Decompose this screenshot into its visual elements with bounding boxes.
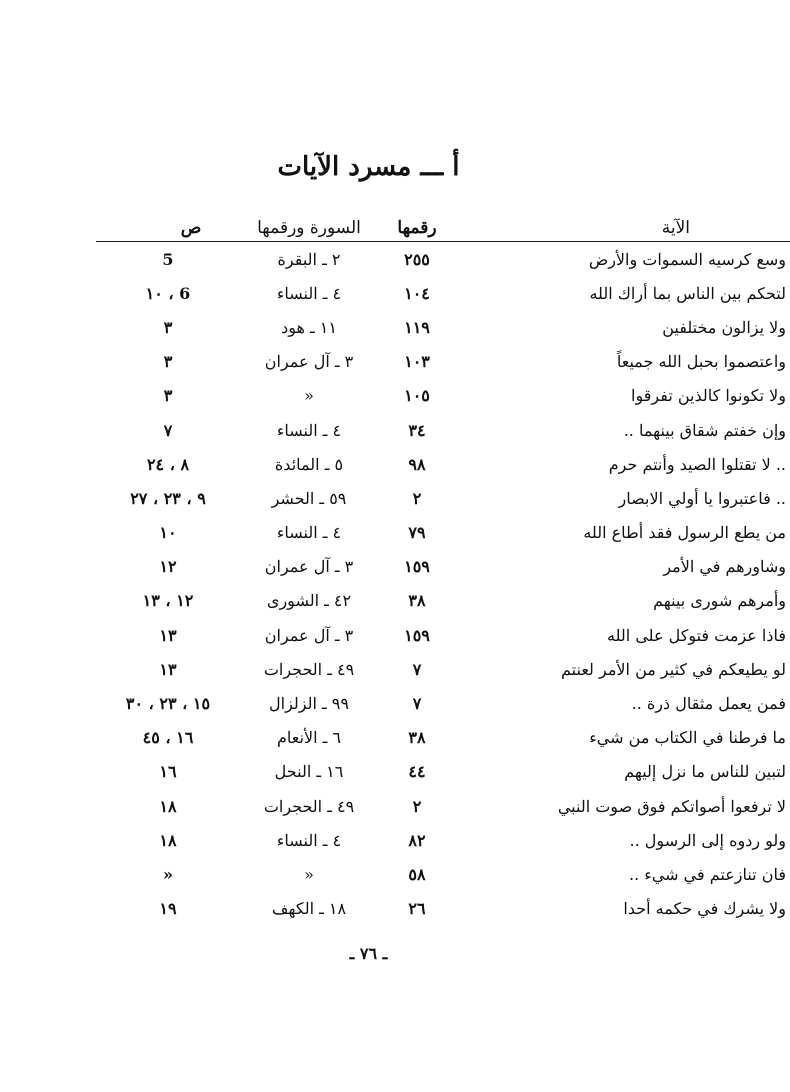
verse-text: ولو ردوه إلى الرسول .. <box>629 830 786 850</box>
surah-name: ٩٩ ـ الزلزال <box>269 694 349 714</box>
verse-text: ولا تكونوا كالذين تفرقوا <box>631 386 786 406</box>
verse-number: ٣٨ <box>408 591 426 611</box>
verse-index-table <box>96 214 790 926</box>
page-ref: « <box>163 864 173 884</box>
verse-number: ٨٢ <box>408 830 426 850</box>
verse-text: فان تنازعتم في شيء .. <box>629 864 786 884</box>
table-row <box>96 310 790 344</box>
verse-number: ١٠٤ <box>404 283 430 303</box>
surah-name: ١١ ـ هود <box>281 317 337 337</box>
page-ref: ١٢ <box>159 557 177 577</box>
page-ref: ١٦ ، ٤٥ <box>142 728 194 748</box>
header-verse: الآية <box>456 214 790 242</box>
table-row <box>96 857 790 891</box>
page-ref: ٨ ، ٢٤ <box>146 454 190 474</box>
surah-name: ٥ ـ المائدة <box>274 454 344 474</box>
table-row <box>96 345 790 379</box>
verse-number: ٩٨ <box>408 454 426 474</box>
verse-number: ١٥٩ <box>404 557 430 577</box>
page-ref: ١٠ <box>159 523 177 543</box>
table-row <box>96 618 790 652</box>
verse-text: واعتصموا بحبل الله جميعاً <box>616 352 786 372</box>
surah-name: ٦ ـ الأنعام <box>277 728 341 748</box>
page-ref: ١٨ <box>159 796 177 816</box>
verse-text: وأمرهم شورى بينهم <box>653 591 786 611</box>
surah-name: ٤٢ ـ الشورى <box>266 591 352 611</box>
surah-name: ٤٩ ـ الحجرات <box>263 796 355 816</box>
page-ref: ٣ <box>163 352 173 372</box>
page-ref: ١٥ ، ٢٣ ، ٣٠ <box>125 694 211 714</box>
verse-text: وشاورهم في الأمر <box>663 557 786 577</box>
surah-name: ٤٩ ـ الحجرات <box>263 659 355 679</box>
page-ref: ٣ <box>163 386 173 406</box>
verse-number: ٢ <box>412 488 422 508</box>
verse-text: ولا يشرك في حكمه أحدا <box>623 899 786 919</box>
verse-text: .. لا تقتلوا الصيد وأنتم حرم <box>608 454 786 474</box>
surah-name: ٤ ـ النساء <box>276 283 342 303</box>
table-row <box>96 823 790 857</box>
surah-name: ٤ ـ النساء <box>276 523 342 543</box>
page-ref: ٩ ، ٢٣ ، ٢٧ <box>130 488 206 508</box>
verse-number: ٧ <box>412 694 422 714</box>
verse-number: ١٠٣ <box>404 352 430 372</box>
page-ref: ٣ <box>163 317 173 337</box>
page-ref: ١٨ <box>159 830 177 850</box>
verse-number: ١٥٩ <box>404 625 430 645</box>
header-page: ص <box>96 214 240 242</box>
verse-text: من يطع الرسول فقد أطاع الله <box>583 523 786 543</box>
verse-number: ٤٤ <box>408 762 426 782</box>
verse-text: لو يطيعكم في كثير من الأمر لعنتم <box>561 659 786 679</box>
verse-text: فاذا عزمت فتوكل على الله <box>607 625 786 645</box>
header-number: رقمها <box>378 214 456 242</box>
table-row <box>96 242 790 277</box>
table-row <box>96 413 790 447</box>
table-row <box>96 379 790 413</box>
verse-text: وإن خفتم شقاق بينهما .. <box>623 420 786 440</box>
table-row <box>96 686 790 720</box>
verse-text: لتحكم بين الناس بما أراك الله <box>589 283 786 303</box>
verse-number: ٢٦ <box>408 899 426 919</box>
surah-name: « <box>304 386 314 406</box>
table-row <box>96 892 790 926</box>
verse-text: فمن يعمل مثقال ذرة .. <box>631 694 786 714</box>
table-row <box>96 755 790 789</box>
page-ref: ١٦ <box>159 762 177 782</box>
verse-text: وسع كرسيه السموات والأرض <box>588 249 786 269</box>
verse-number: ٢٥٥ <box>404 249 430 269</box>
table-row <box>96 721 790 755</box>
page-ref: 6 ، ١٠ <box>145 283 191 303</box>
table-row <box>96 516 790 550</box>
table-row <box>96 481 790 515</box>
surah-name: ٣ ـ آل عمران <box>264 625 354 645</box>
verse-text: لا ترفعوا أصواتكم فوق صوت النبي <box>557 796 786 816</box>
verse-number: ٧٩ <box>408 523 426 543</box>
page-ref: ١٢ ، ١٣ <box>142 591 194 611</box>
table-header-row <box>96 214 790 242</box>
page-ref: 5 <box>162 249 174 269</box>
verse-number: ٣٨ <box>408 728 426 748</box>
page-ref: ١٩ <box>159 899 177 919</box>
verse-number: ٧ <box>412 659 422 679</box>
surah-name: « <box>304 864 314 884</box>
table-row <box>96 447 790 481</box>
page-title: أ ـــ مسرد الآيات <box>277 152 460 182</box>
verse-number: ٢ <box>412 796 422 816</box>
surah-name: ٣ ـ آل عمران <box>264 557 354 577</box>
page-number: ـ ٧٦ ـ <box>349 944 388 963</box>
verse-text: ولا يزالون مختلفين <box>662 317 786 337</box>
table-row <box>96 550 790 584</box>
verse-number: ٣٤ <box>408 420 426 440</box>
table-row <box>96 584 790 618</box>
verse-number: ١١٩ <box>404 317 430 337</box>
table-row <box>96 276 790 310</box>
surah-name: ٣ ـ آل عمران <box>264 352 354 372</box>
page-ref: ١٣ <box>159 659 177 679</box>
verse-text: ما فرطنا في الكتاب من شيء <box>589 728 786 748</box>
surah-name: ١٨ ـ الكهف <box>271 899 347 919</box>
surah-name: ٤ ـ النساء <box>276 830 342 850</box>
verse-text: لتبين للناس ما نزل إليهم <box>624 762 786 782</box>
table-row <box>96 789 790 823</box>
page-ref: ١٣ <box>159 625 177 645</box>
surah-name: ٢ ـ البقرة <box>277 249 341 269</box>
verse-number: ١٠٥ <box>404 386 430 406</box>
verse-text: .. فاعتبروا يا أولي الابصار <box>618 488 786 508</box>
header-surah: السورة ورقمها <box>240 214 378 242</box>
surah-name: ٥٩ ـ الحشر <box>271 488 347 508</box>
table-row <box>96 652 790 686</box>
page-ref: ٧ <box>163 420 173 440</box>
surah-name: ٤ ـ النساء <box>276 420 342 440</box>
surah-name: ١٦ ـ النحل <box>274 762 344 782</box>
verse-number: ٥٨ <box>408 864 426 884</box>
